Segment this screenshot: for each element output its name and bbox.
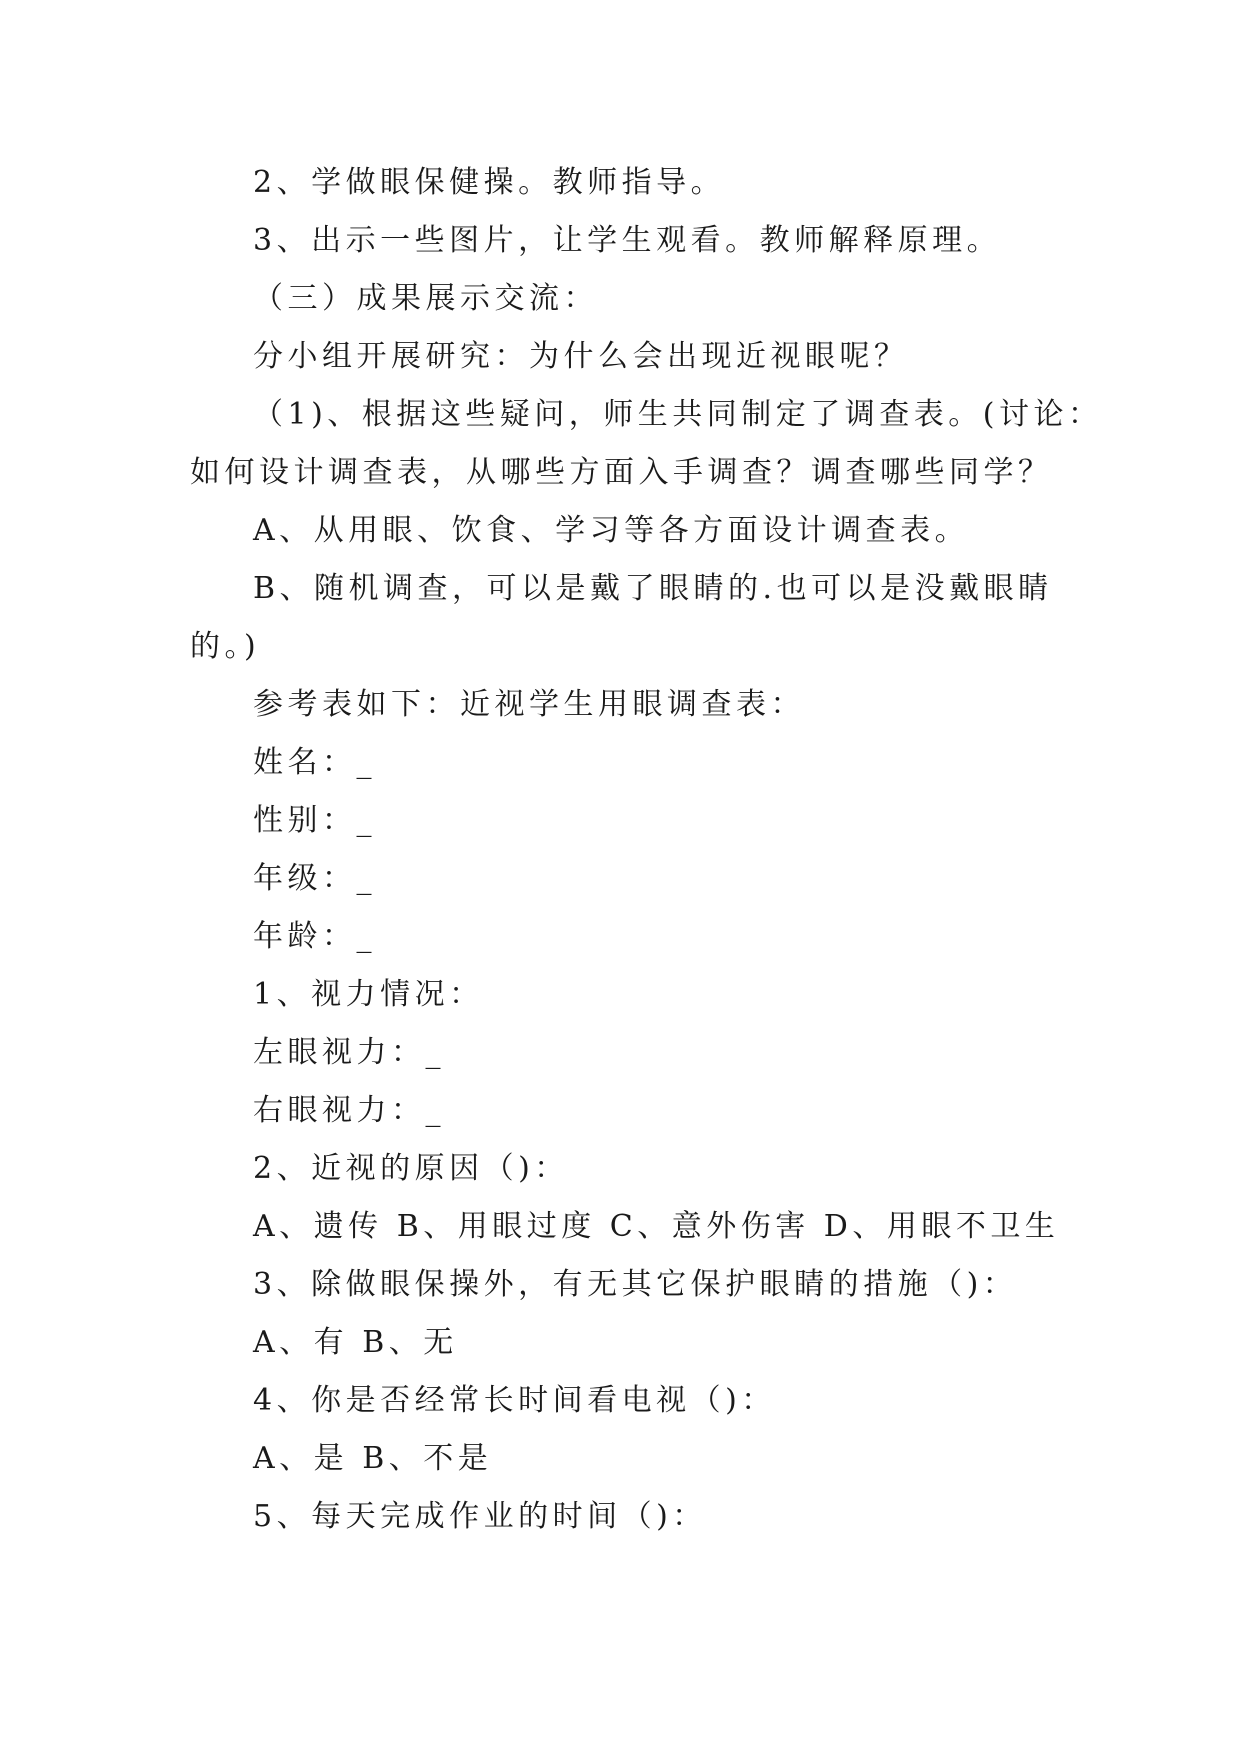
form-field-name: 姓名：_: [253, 745, 376, 780]
question-tv-watching: 4、你是否经常长时间看电视（)：: [253, 1383, 776, 1418]
text-line-option-b: B、随机调查，可以是戴了眼睛的.也可以是没戴眼睛: [253, 571, 1053, 606]
text-line-option-b-cont: 的。): [190, 629, 261, 664]
form-field-gender: 性别：_: [253, 803, 376, 838]
form-field-grade: 年级：_: [253, 861, 376, 896]
question-myopia-cause: 2、近视的原因（)：: [253, 1151, 569, 1186]
text-line-survey-design: （1)、根据这些疑问，师生共同制定了调查表。(讨论：: [253, 397, 1103, 432]
text-line-option-a: A、从用眼、饮食、学习等各方面设计调查表。: [253, 513, 970, 548]
question-homework-time: 5、每天完成作业的时间（)：: [253, 1499, 707, 1534]
answer-options-tv: A、是 B、不是: [253, 1441, 493, 1476]
text-line-group-research: 分小组开展研究：为什么会出现近视眼呢？: [253, 339, 909, 374]
text-line-survey-design-cont: 如何设计调查表，从哪些方面入手调查？调查哪些同学？: [190, 455, 1053, 490]
form-field-age: 年龄：_: [253, 919, 376, 954]
text-line-show-pictures: 3、出示一些图片，让学生观看。教师解释原理。: [253, 223, 1002, 258]
form-field-right-eye: 右眼视力：_: [253, 1093, 445, 1128]
answer-options-cause: A、遗传 B、用眼过度 C、意外伤害 D、用眼不卫生: [253, 1209, 1060, 1244]
form-field-left-eye: 左眼视力：_: [253, 1035, 445, 1070]
section-heading-results: （三）成果展示交流：: [253, 281, 598, 316]
text-line-eye-exercise: 2、学做眼保健操。教师指导。: [253, 165, 726, 200]
question-other-measures: 3、除做眼保操外，有无其它保护眼睛的措施（)：: [253, 1267, 1018, 1302]
text-line-reference-table: 参考表如下：近视学生用眼调查表：: [253, 687, 805, 722]
question-vision: 1、视力情况：: [253, 977, 484, 1012]
answer-options-measures: A、有 B、无: [253, 1325, 458, 1360]
